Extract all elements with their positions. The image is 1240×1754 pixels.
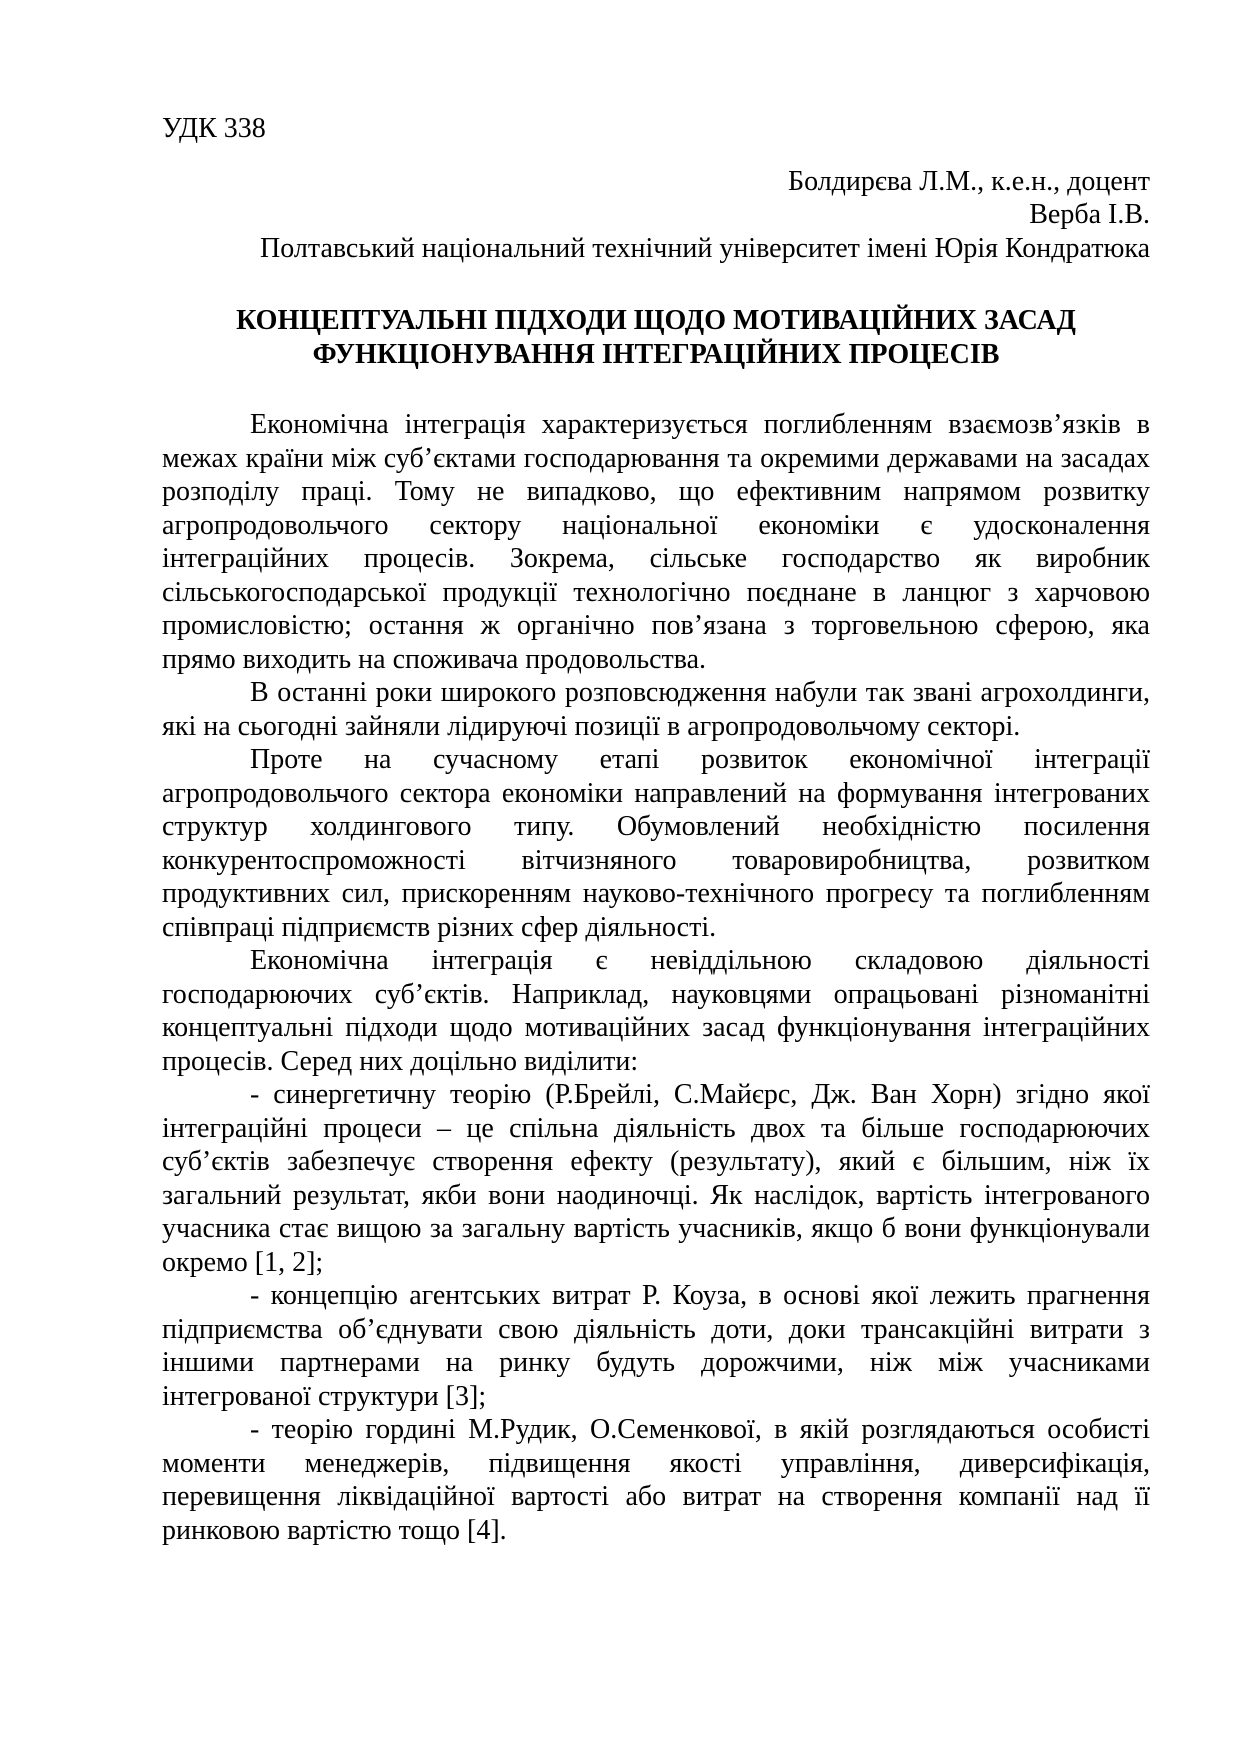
udc-code: УДК 338 bbox=[162, 113, 266, 144]
page-content bbox=[162, 112, 1150, 1547]
paragraph-current-stage: Проте на сучасному етапі розвиток економічної інтеграції агропродовольчого сектора економіки направлений на формування інтегрованих структур холдингового типу. Обумовлений необхідністю посилення конкурентоспроможності вітчизняного товаровиробництва, розвитком продуктивних сил, прискоренням науково-технічного прогресу та поглибленням співпраці підприємств різних сфер діяльності. bbox=[162, 744, 1150, 943]
author-block bbox=[162, 165, 1150, 266]
paper-title: КОНЦЕПТУАЛЬНІ ПІДХОДИ ЩОДО МОТИВАЦІЙНИХ ЗАСАД ФУНКЦІОНУВАННЯ ІНТЕГРАЦІЙНИХ ПРОЦЕСІВ bbox=[236, 305, 1076, 370]
list-item-agency-costs-concept: - концепцію агентських витрат Р. Коуза, в основі якої лежить прагнення підприємства об’єднувати свою діяльність доти, доки трансакційні витрати з іншими партнерами на ринку будуть дорожчими, ніж між учасниками інтегрованої структури [3]; bbox=[162, 1280, 1150, 1412]
author-name: Верба І.В. bbox=[1029, 199, 1150, 230]
list-item-synergy-theory: - синергетичну теорію (Р.Брейлі, С.Майєрс, Дж. Ван Хорн) згідно якої інтеграційні процеси – це спільна діяльність двох та більше господарюючих суб’єктів забезпечує створення ефекту (результату), який є більшим, ніж їх загальний результат, якби вони наодиночці. Як наслідок, вартість інтегрованого учасника стає вищою за загальну вартість учасників, якщо б вони функціонували окремо [1, 2]; bbox=[162, 1079, 1150, 1278]
affiliation: Полтавський національний технічний університет імені Юрія Кондратюка bbox=[260, 232, 1150, 264]
list-item-hubris-theory: - теорію гордині М.Рудик, О.Семенкової, в якій розглядаються особисті моменти менеджерів, підвищення якості управління, диверсифікація, перевищення ліквідаційної вартості або витрат на створення компанії над її ринковою вартістю тощо [4]. bbox=[162, 1414, 1150, 1546]
paragraph-agroholdings: В останні роки широкого розповсюдження набули так звані агрохолдинги, які на сьогодні зайняли лідируючі позиції в агропродовольчому секторі. bbox=[162, 677, 1150, 742]
paragraph-approaches-list-lead: Економічна інтеграція є невіддільною складовою діяльності господарюючих суб’єктів. Наприклад, науковцями опрацьовані різноманітні концептуальні підходи щодо мотиваційних засад функціонування інтеграційних процесів. Серед них доцільно виділити: bbox=[162, 945, 1150, 1077]
author-name-degree: Болдирєва Л.М., к.е.н., доцент bbox=[788, 165, 1150, 197]
article-body bbox=[162, 408, 1150, 1547]
paragraph-intro: Економічна інтеграція характеризується поглибленням взаємозв’язків в межах країни між суб’єктами господарювання та окремими державами на засадах розподілу праці. Тому не випадково, що ефективним напрямом розвитку агропродовольчого сектору національної економіки є удосконалення інтеграційних процесів. Зокрема, сільське господарство як виробник сільськогосподарської продукції технологічно поєднане в ланцюг з харчовою промисловістю; остання ж органічно пов’язана з торговельною сферою, яка прямо виходить на споживача продовольства. bbox=[162, 409, 1150, 675]
